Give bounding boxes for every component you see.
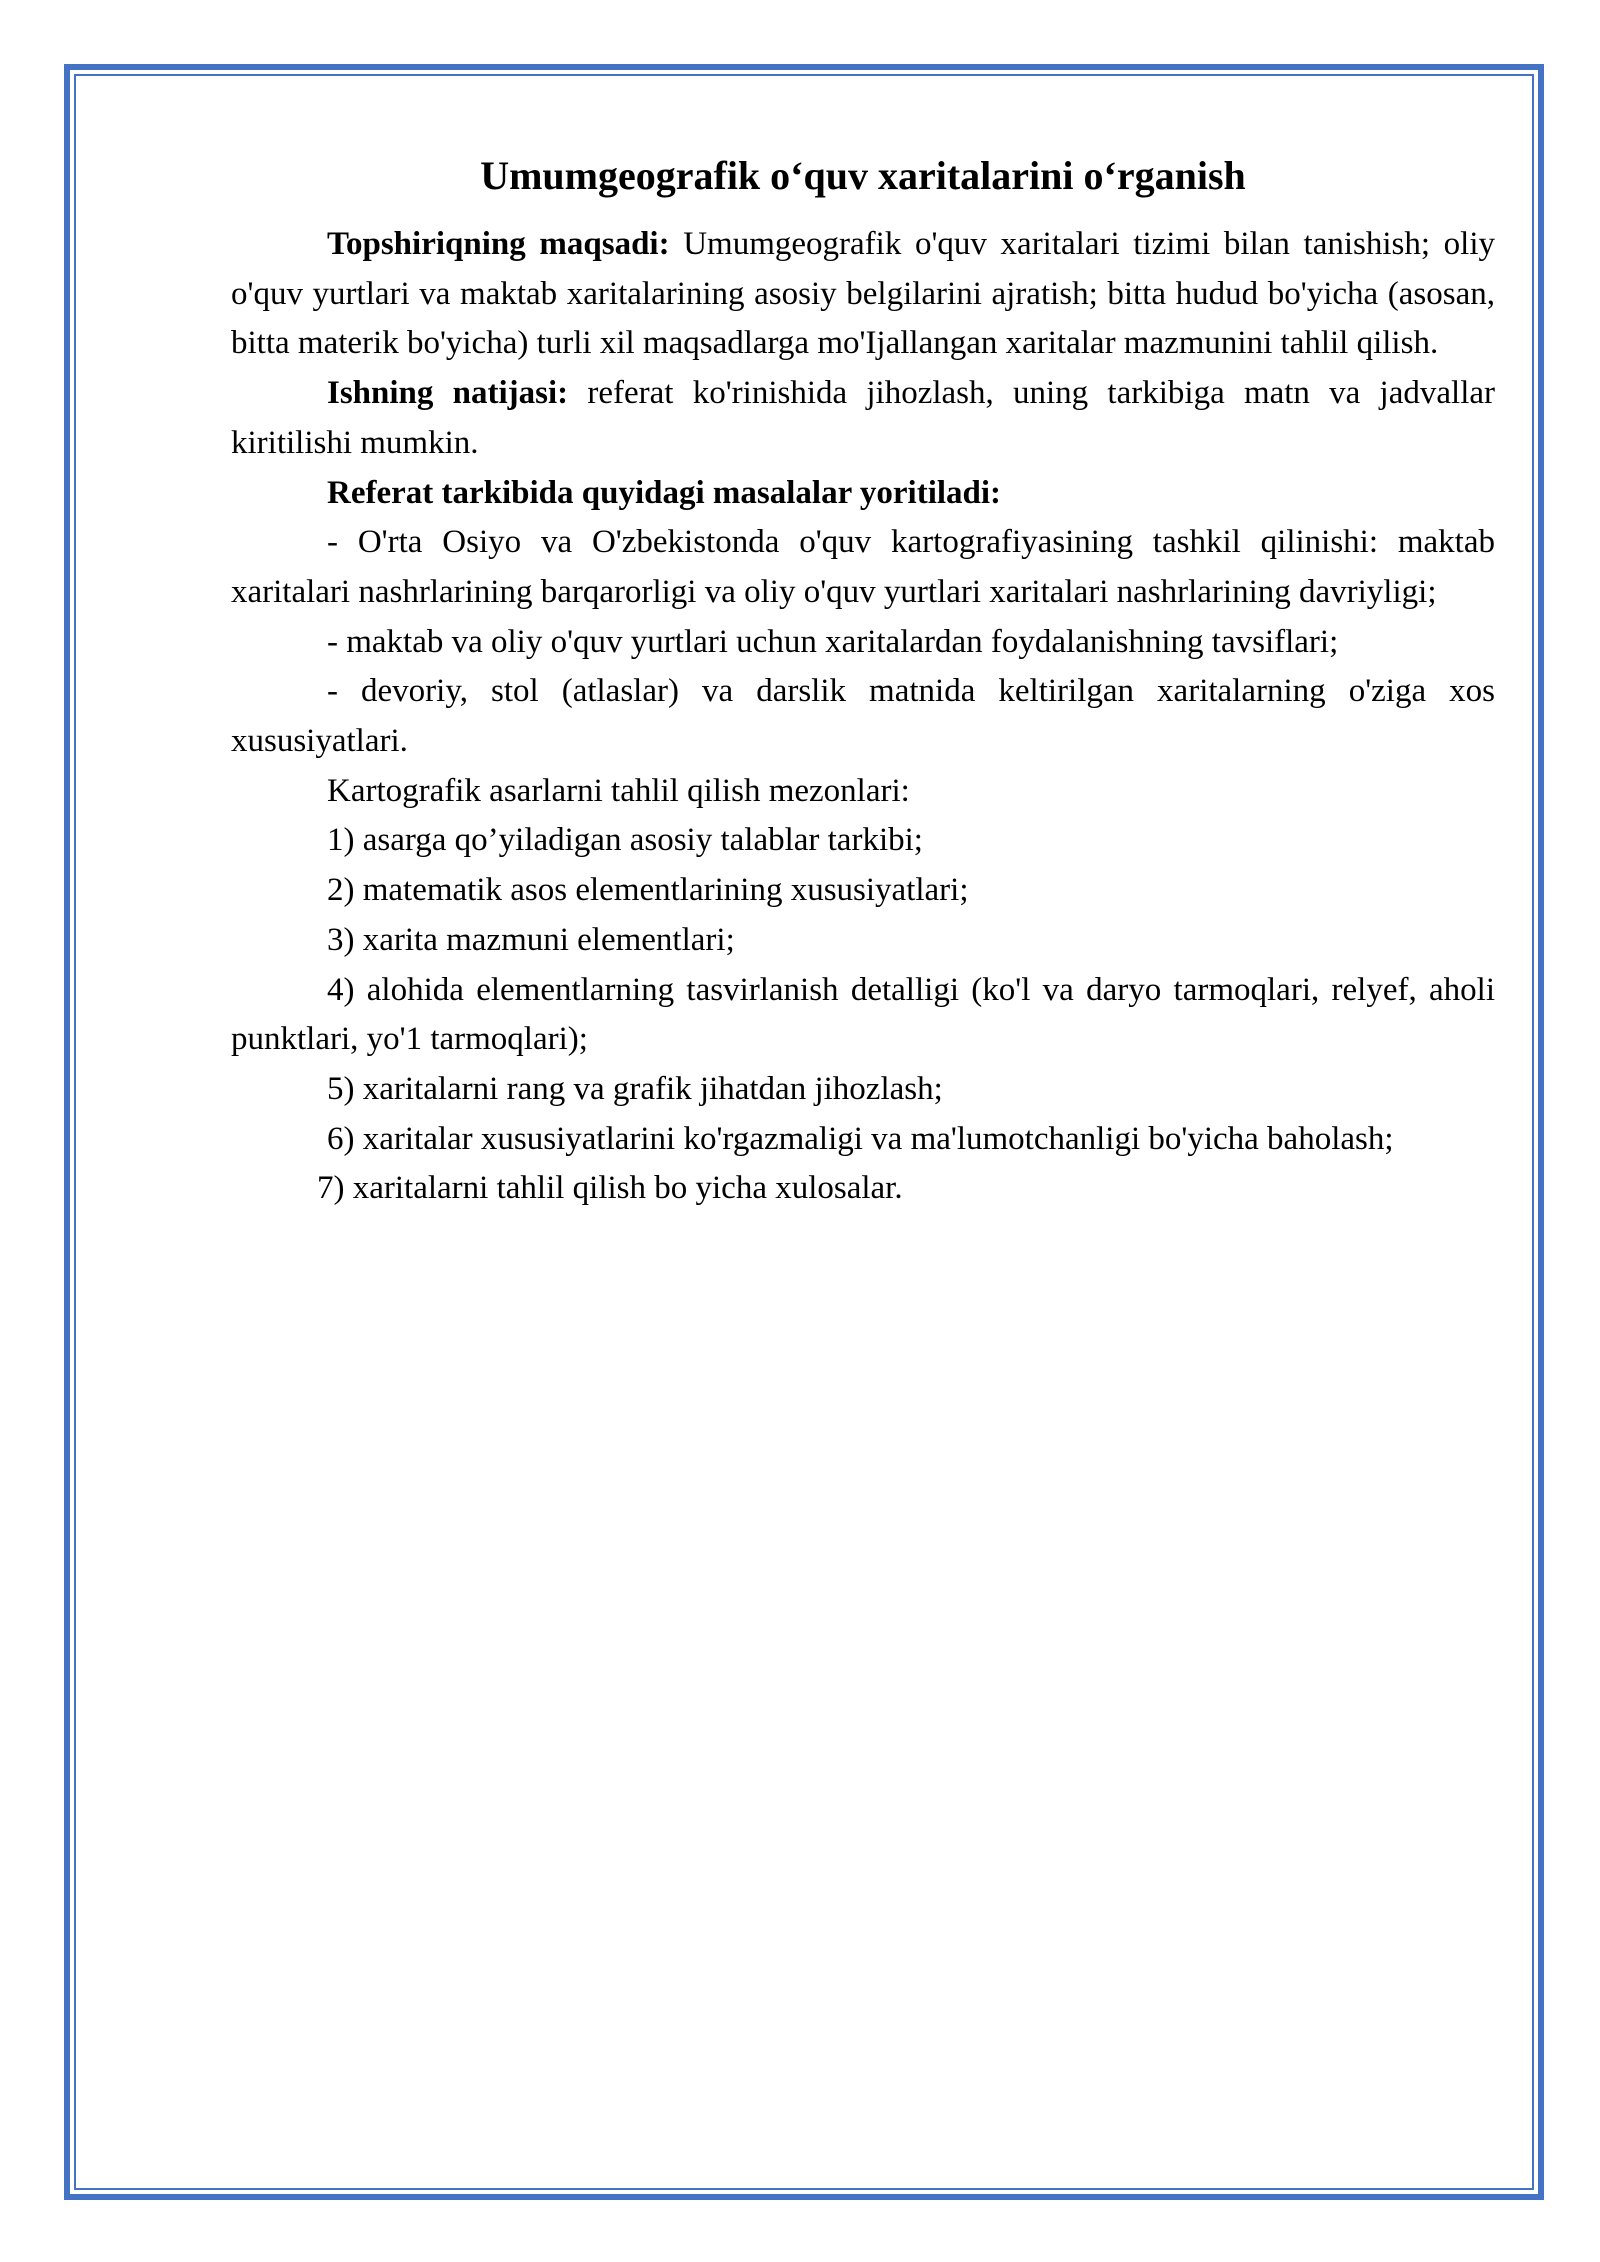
report-item: - O'rta Osiyo va O'zbekistonda o'quv kartografiyasining tashkil qilinishi: maktab xaritalari nashrlarining barqarorligi va oliy o'quv yurtlari xaritalari nashrlarining davriyligi; [231, 524, 1495, 610]
document-title: Umumgeografik o‘quv xaritalarini o‘rganish [480, 153, 1246, 198]
result-paragraph [231, 369, 1495, 468]
goal-text: Umumgeografik o'quv xaritalari tizimi bilan tanishish; oliy o'quv yurtlari va maktab xaritalarining asosiy belgilarini ajratish; bitta hudud bo'yicha (asosan, bitta materik bo'yicha) turli xil maqsadlarga mo'Ijallangan xaritalar mazmunini tahlil qilish. [231, 226, 1495, 362]
report-item: - devoriy, stol (atlaslar) va darslik matnida keltirilgan xaritalarning o'ziga xos xususiyatlari. [231, 673, 1495, 760]
result-text: referat ko'rinishida jihozlash, uning tarkibiga matn va jadvallar kiritilishi mumkin. [231, 375, 1495, 461]
conclusion-item: 7) xaritalarni tahlil qilish bo yicha xulosalar. [317, 1170, 903, 1207]
goal-paragraph [231, 220, 1495, 369]
goal-label: Topshiriqning maqsadi: [327, 226, 670, 262]
criteria-item: 1) asarga qo’yiladigan asosiy talablar tarkibi; [327, 822, 923, 859]
report-heading: Referat tarkibida quyidagi masalalar yoritiladi: [327, 474, 1002, 511]
criteria-item: 5) xaritalarni rang va grafik jihatdan jihozlash; [327, 1070, 943, 1107]
criteria-item: 6) xaritalar xususiyatlarini ko'rgazmaligi va ma'lumotchanligi bo'yicha baholash; [327, 1120, 1394, 1157]
criteria-item: 4) alohida elementlarning tasvirlanish detalligi (ko'l va daryo tarmoqlari, relyef, aholi punktlari, yo'1 tarmoqlari); [231, 971, 1495, 1058]
criteria-heading: Kartografik asarlarni tahlil qilish mezonlari: [327, 772, 910, 809]
criteria-item: 3) xarita mazmuni elementlari; [327, 921, 735, 958]
report-item: - maktab va oliy o'quv yurtlari uchun xaritalardan foydalanishning tavsiflari; [327, 623, 1339, 660]
criteria-item: 2) matematik asos elementlarining xususiyatlari; [327, 872, 969, 909]
result-label: Ishning natijasi: [327, 375, 569, 412]
document-body [231, 146, 1495, 1214]
